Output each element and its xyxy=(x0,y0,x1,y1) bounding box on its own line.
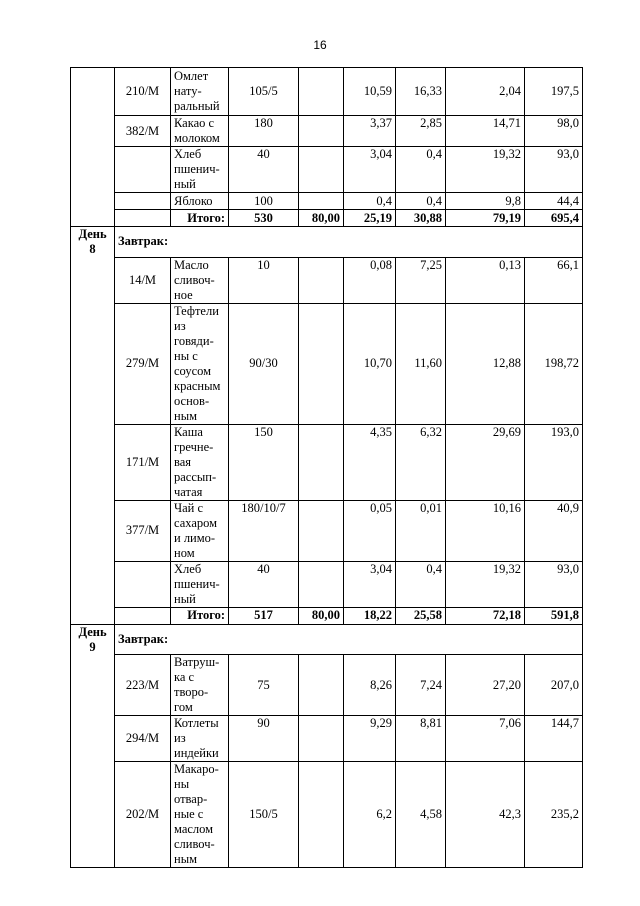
price xyxy=(299,561,344,607)
price xyxy=(299,655,344,716)
total-fat: 30,88 xyxy=(396,210,446,227)
recipe-code xyxy=(115,147,171,193)
day-cell xyxy=(71,655,115,716)
fat: 7,25 xyxy=(396,257,446,303)
price xyxy=(299,116,344,147)
day-cell xyxy=(71,210,115,227)
total-label: Итого: xyxy=(171,210,229,227)
carbs: 7,06 xyxy=(446,716,525,762)
yield: 100 xyxy=(229,193,299,210)
dish-name: Котлеты из индейки xyxy=(171,716,229,762)
table-row xyxy=(71,193,583,210)
day-cell xyxy=(71,147,115,193)
dish-name: Хлеб пшенич-ный xyxy=(171,147,229,193)
fat: 6,32 xyxy=(396,424,446,500)
carbs: 2,04 xyxy=(446,68,525,116)
total-label: Итого: xyxy=(171,607,229,624)
dish-name: Омлет нату-ральный xyxy=(171,68,229,116)
day-cell xyxy=(71,762,115,868)
energy: 198,72 xyxy=(525,303,583,424)
total-protein: 25,19 xyxy=(344,210,396,227)
price xyxy=(299,424,344,500)
protein: 10,70 xyxy=(344,303,396,424)
protein: 0,05 xyxy=(344,500,396,561)
dish-name: Какао с молоком xyxy=(171,116,229,147)
protein: 0,08 xyxy=(344,257,396,303)
fat: 0,4 xyxy=(396,561,446,607)
table-row xyxy=(71,68,583,116)
dish-name: Чай с сахаром и лимо-ном xyxy=(171,500,229,561)
dish-name: Каша гречне-вая рассып-чатая xyxy=(171,424,229,500)
meal-header-row xyxy=(71,624,583,655)
empty-cell xyxy=(115,607,171,624)
table-row xyxy=(71,500,583,561)
price xyxy=(299,147,344,193)
total-yield: 530 xyxy=(229,210,299,227)
protein: 3,04 xyxy=(344,147,396,193)
carbs: 27,20 xyxy=(446,655,525,716)
energy: 193,0 xyxy=(525,424,583,500)
price xyxy=(299,500,344,561)
recipe-code xyxy=(115,561,171,607)
carbs: 9,8 xyxy=(446,193,525,210)
fat: 4,58 xyxy=(396,762,446,868)
carbs: 14,71 xyxy=(446,116,525,147)
day-cell xyxy=(71,500,115,561)
yield: 150 xyxy=(229,424,299,500)
meal-label: Завтрак: xyxy=(115,624,583,655)
energy: 93,0 xyxy=(525,561,583,607)
total-price: 80,00 xyxy=(299,210,344,227)
fat: 2,85 xyxy=(396,116,446,147)
fat: 0,01 xyxy=(396,500,446,561)
yield: 180 xyxy=(229,116,299,147)
day-cell xyxy=(71,561,115,607)
recipe-code: 279/М xyxy=(115,303,171,424)
yield: 40 xyxy=(229,147,299,193)
table-row xyxy=(71,716,583,762)
day-cell xyxy=(71,116,115,147)
yield: 150/5 xyxy=(229,762,299,868)
protein: 6,2 xyxy=(344,762,396,868)
recipe-code: 14/М xyxy=(115,257,171,303)
day-cell xyxy=(71,193,115,210)
yield: 75 xyxy=(229,655,299,716)
yield: 40 xyxy=(229,561,299,607)
day-cell xyxy=(71,716,115,762)
fat: 11,60 xyxy=(396,303,446,424)
yield: 10 xyxy=(229,257,299,303)
price xyxy=(299,716,344,762)
meal-label: Завтрак: xyxy=(115,227,583,258)
recipe-code xyxy=(115,193,171,210)
day-cell xyxy=(71,607,115,624)
empty-cell xyxy=(115,210,171,227)
carbs: 29,69 xyxy=(446,424,525,500)
yield: 105/5 xyxy=(229,68,299,116)
protein: 10,59 xyxy=(344,68,396,116)
dish-name: Тефтели из говяди-ны с соусом красным основ-ным xyxy=(171,303,229,424)
dish-name: Хлеб пшенич-ный xyxy=(171,561,229,607)
day-cell xyxy=(71,424,115,500)
energy: 235,2 xyxy=(525,762,583,868)
energy: 40,9 xyxy=(525,500,583,561)
yield: 90 xyxy=(229,716,299,762)
total-fat: 25,58 xyxy=(396,607,446,624)
recipe-code: 210/М xyxy=(115,68,171,116)
total-row xyxy=(71,210,583,227)
day-cell xyxy=(71,303,115,424)
energy: 197,5 xyxy=(525,68,583,116)
energy: 98,0 xyxy=(525,116,583,147)
fat: 0,4 xyxy=(396,147,446,193)
protein: 4,35 xyxy=(344,424,396,500)
page-number: 16 xyxy=(313,38,327,52)
total-energy: 591,8 xyxy=(525,607,583,624)
fat: 0,4 xyxy=(396,193,446,210)
fat: 16,33 xyxy=(396,68,446,116)
yield: 90/30 xyxy=(229,303,299,424)
total-yield: 517 xyxy=(229,607,299,624)
meal-header-row xyxy=(71,227,583,258)
dish-name: Масло сливоч-ное xyxy=(171,257,229,303)
table-row xyxy=(71,116,583,147)
energy: 144,7 xyxy=(525,716,583,762)
day-cell xyxy=(71,257,115,303)
menu-table xyxy=(70,67,583,868)
protein: 0,4 xyxy=(344,193,396,210)
total-carbs: 72,18 xyxy=(446,607,525,624)
price xyxy=(299,193,344,210)
price xyxy=(299,303,344,424)
recipe-code: 294/М xyxy=(115,716,171,762)
recipe-code: 202/М xyxy=(115,762,171,868)
total-row xyxy=(71,607,583,624)
yield: 180/10/7 xyxy=(229,500,299,561)
carbs: 42,3 xyxy=(446,762,525,868)
table-row xyxy=(71,147,583,193)
dish-name: Яблоко xyxy=(171,193,229,210)
day-label: День 9 xyxy=(71,624,115,655)
table-row xyxy=(71,762,583,868)
protein: 3,04 xyxy=(344,561,396,607)
fat: 8,81 xyxy=(396,716,446,762)
energy: 66,1 xyxy=(525,257,583,303)
table-row xyxy=(71,424,583,500)
day-cell xyxy=(71,68,115,116)
carbs: 12,88 xyxy=(446,303,525,424)
dish-name: Макаро-ны отвар-ные с маслом сливоч-ным xyxy=(171,762,229,868)
carbs: 19,32 xyxy=(446,561,525,607)
price xyxy=(299,257,344,303)
protein: 9,29 xyxy=(344,716,396,762)
total-price: 80,00 xyxy=(299,607,344,624)
carbs: 0,13 xyxy=(446,257,525,303)
price xyxy=(299,68,344,116)
total-protein: 18,22 xyxy=(344,607,396,624)
recipe-code: 223/М xyxy=(115,655,171,716)
energy: 44,4 xyxy=(525,193,583,210)
table-row xyxy=(71,561,583,607)
table-row xyxy=(71,257,583,303)
carbs: 19,32 xyxy=(446,147,525,193)
recipe-code: 377/М xyxy=(115,500,171,561)
energy: 207,0 xyxy=(525,655,583,716)
day-label: День 8 xyxy=(71,227,115,258)
protein: 8,26 xyxy=(344,655,396,716)
price xyxy=(299,762,344,868)
recipe-code: 171/М xyxy=(115,424,171,500)
total-carbs: 79,19 xyxy=(446,210,525,227)
recipe-code: 382/М xyxy=(115,116,171,147)
table-row xyxy=(71,303,583,424)
table-row xyxy=(71,655,583,716)
dish-name: Ватруш-ка с творо-гом xyxy=(171,655,229,716)
fat: 7,24 xyxy=(396,655,446,716)
energy: 93,0 xyxy=(525,147,583,193)
total-energy: 695,4 xyxy=(525,210,583,227)
carbs: 10,16 xyxy=(446,500,525,561)
protein: 3,37 xyxy=(344,116,396,147)
